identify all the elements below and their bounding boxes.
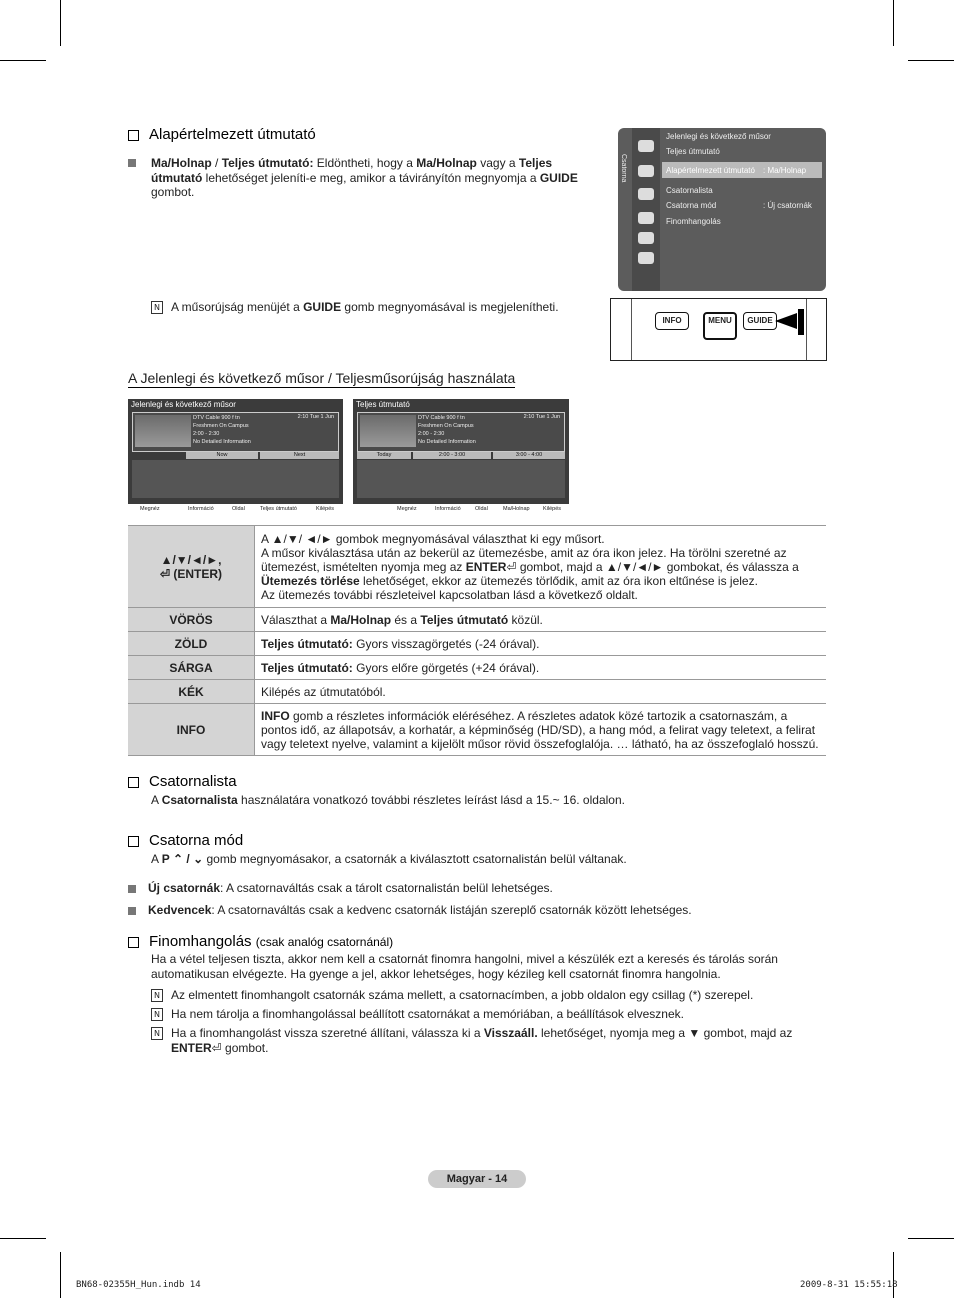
table-value: A ▲/▼/ ◄/► gombok megnyomásával választhat ki egy műsort. A műsor kiválasztása után az bekerül az ütemezésbe, amit az óra ikon jelez. Ha törölni szeretné az ütemezést, ismételten nyomja meg az ENTER⏎ gombot, majd a ▲/▼/◄/► gombokat, és válassza a Ütemezés törlése lehetőséget, ekkor az ütemezés törlődik, amit az óra ikon eltűnése is jelez. Az ütemezés további részleteivel kapcsolatban lásd a következő oldalt.	[255, 526, 827, 608]
crop-mark	[0, 1238, 46, 1239]
epg-title: Jelenlegi és következő műsor	[131, 400, 236, 409]
fine-tune-note: N Az elmentett finomhangolt csatornák száma mellett, a csatornacímben, a jobb oldalon egy csillag (*) szerepel.	[151, 988, 753, 1003]
support-icon	[638, 252, 654, 264]
menu-button[interactable]: MENU	[703, 312, 737, 340]
table-row	[128, 608, 826, 632]
section-heading-channel-list: Csatornalista	[128, 773, 237, 790]
channel-icon	[638, 165, 654, 177]
fine-tune-text: Ha a vétel teljesen tiszta, akkor nem kell a csatornát finomra hangolni, mivel a készülék ezt a keresés és tárolás során automatikusan elvégezte. Ha gyenge a jel, akkor lehetséges, hogy kézileg kell csatornát finomra hangolnia.	[151, 952, 778, 981]
crop-mark	[60, 0, 61, 46]
print-footer-right: 2009-8-31 15:55:18	[800, 1280, 898, 1290]
section-heading-default-guide: Alapértelmezett útmutató	[128, 126, 316, 143]
info-button[interactable]: INFO	[655, 312, 689, 330]
note-icon: N	[151, 301, 163, 314]
menu-item[interactable]: Teljes útmutató	[666, 147, 720, 156]
bullet-new-channels: Új csatornák: A csatornaváltás csak a tárolt csatornalistán belül lehetséges.	[128, 881, 553, 896]
table-key: VÖRÖS	[128, 608, 255, 632]
table-key: KÉK	[128, 680, 255, 704]
table-key: SÁRGA	[128, 656, 255, 680]
table-value: Teljes útmutató: Gyors visszagörgetés (-24 órával).	[255, 632, 827, 656]
table-key: ▲/▼/◄/►, ⏎ (ENTER)	[128, 526, 255, 608]
epg-list[interactable]	[357, 460, 565, 498]
epg-list[interactable]	[132, 460, 339, 498]
menu-item[interactable]: Csatornalista	[666, 186, 713, 195]
table-value: Teljes útmutató: Gyors előre görgetés (+24 órával).	[255, 656, 827, 680]
section-heading-fine-tune: Finomhangolás (csak analóg csatornánál)	[128, 933, 393, 950]
table-row	[128, 526, 826, 608]
epg-col-header: Today	[357, 452, 411, 459]
preview-image	[135, 415, 191, 447]
epg-col-header: 3:00 - 4:00	[493, 452, 565, 459]
note-icon: N	[151, 1027, 163, 1040]
crop-mark	[60, 1252, 61, 1298]
note-icon: N	[151, 1008, 163, 1021]
guide-button[interactable]: GUIDE	[743, 312, 777, 330]
crop-mark	[908, 1238, 954, 1239]
table-row	[128, 656, 826, 680]
input-icon	[638, 212, 654, 224]
print-footer-left: BN68-02355H_Hun.indb 14	[76, 1280, 201, 1290]
application-icon	[638, 232, 654, 244]
bullet-default-guide	[128, 156, 598, 200]
menu-side-label: Csatorna	[620, 154, 627, 183]
crop-mark	[0, 60, 46, 61]
crop-mark	[893, 1252, 894, 1298]
bullet-favourites: Kedvencek: A csatornaváltás csak a kedvenc csatornák listáján szereplő csatornák között lehetséges.	[128, 903, 692, 918]
page-number-label: Magyar - 14	[428, 1170, 526, 1188]
note-icon: N	[151, 989, 163, 1002]
section-heading-epg: A Jelenlegi és következő műsor / Teljesműsorújság használata	[128, 370, 516, 386]
epg-col-header: Now	[186, 452, 258, 459]
fine-tune-note: N Ha a finomhangolást vissza szeretné állítani, válassza ki a Visszaáll. lehetőséget, nyomja meg a ▼ gombot, majd az ENTER⏎ gombot.	[151, 1026, 792, 1055]
menu-item-selected[interactable]: Alapértelmezett útmutató	[666, 166, 755, 175]
key-function-table	[128, 525, 826, 756]
epg-col-header: 2:00 - 3:00	[413, 452, 491, 459]
table-row	[128, 680, 826, 704]
channel-mode-text: A P ⌃ / ⌄ gomb megnyomásakor, a csatornák a kiválasztott csatornalistán belül váltanak.	[151, 852, 627, 866]
preview-image	[360, 415, 416, 447]
table-row	[128, 632, 826, 656]
epg-now-next-screenshot: Jelenlegi és következő műsor DTV Cable 900 f tn Freshmen On Campus 2:00 - 2:30 No Detailed Information 2:10 Tue 1 Jun Now Next Megnéz Információ Oldal Teljes útmutató Kilépés	[128, 399, 343, 514]
tv-menu-screenshot	[618, 128, 826, 291]
bullet-text: Ma/Holnap / Teljes útmutató: Eldöntheti, hogy a Ma/Holnap vagy a Teljes útmutató lehetőséget jeleníti-e meg, amikor a távirányítón megnyomja a GUIDE gombot.	[151, 156, 578, 199]
menu-item[interactable]: Jelenlegi és következő műsor	[666, 132, 771, 141]
menu-item-selected-value: : Ma/Holnap	[763, 166, 807, 175]
picture-icon	[638, 140, 654, 152]
note-guide	[151, 300, 591, 315]
table-value: Választhat a Ma/Holnap és a Teljes útmutató közül.	[255, 608, 827, 632]
table-value: Kilépés az útmutatóból.	[255, 680, 827, 704]
table-key: ZÖLD	[128, 632, 255, 656]
table-row	[128, 704, 826, 756]
channel-list-text: A Csatornalista használatára vonatkozó további részletes leírást lásd a 15.~ 16. oldalon.	[151, 793, 625, 807]
epg-col-header: Next	[260, 452, 339, 459]
epg-title: Teljes útmutató	[356, 400, 410, 409]
crop-mark	[908, 60, 954, 61]
menu-item[interactable]: Csatorna mód	[666, 201, 717, 210]
note-text: A műsorújság menüjét a GUIDE gomb megnyomásával is megjelenítheti.	[171, 300, 559, 314]
menu-item-value: : Új csatornák	[763, 201, 812, 210]
crop-mark	[893, 0, 894, 46]
setup-icon	[638, 188, 654, 200]
table-key: INFO	[128, 704, 255, 756]
epg-full-guide-screenshot: Teljes útmutató DTV Cable 900 f tn Freshmen On Campus 2:00 - 2:30 No Detailed Information 2:10 Tue 1 Jun Today 2:00 - 3:00 3:00 - 4:00 Megnéz Információ Oldal Ma/Holnap Kilépés	[353, 399, 569, 514]
table-value: INFO gomb a részletes információk eléréséhez. A részletes adatok közé tartozik a csatornaszám, a pontos idő, az állapotsáv, a korhatár, a képminőség (HD/SD), a hang mód, a felirat vagy teletext, a felirat vagy teletext nyelve, valamint a kijelölt műsor rövid összefoglalója. … látható, ha az összefoglaló hosszú.	[255, 704, 827, 756]
pointer-arrow-icon	[775, 313, 797, 329]
fine-tune-note: N Ha nem tárolja a finomhangolással beállított csatornákat a memóriában, a beállítások elvesznek.	[151, 1007, 684, 1022]
menu-item[interactable]: Finomhangolás	[666, 217, 721, 226]
remote-illustration	[610, 298, 827, 361]
section-heading-channel-mode: Csatorna mód	[128, 832, 243, 849]
